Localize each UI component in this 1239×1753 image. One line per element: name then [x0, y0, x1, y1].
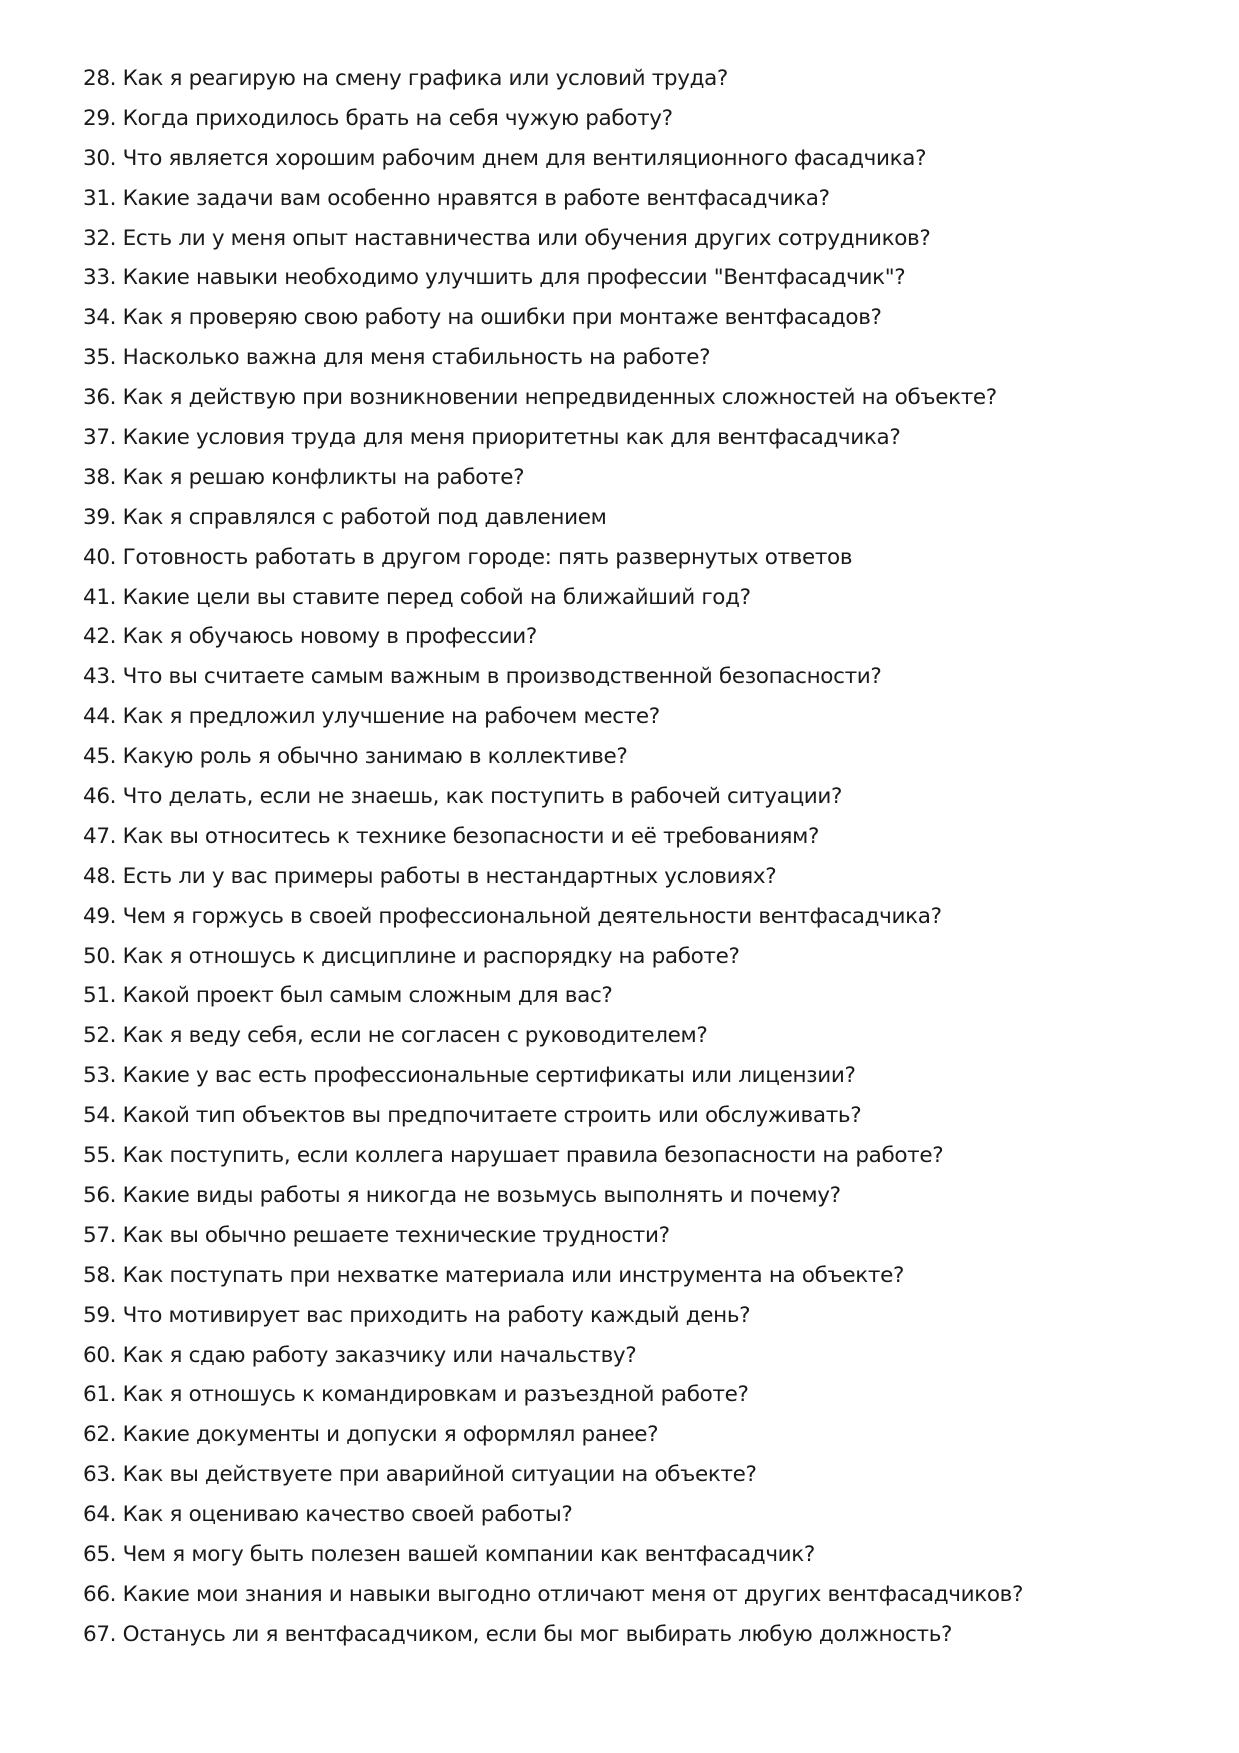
question-text: Останусь ли я вентфасадчиком, если бы мог выбирать любую должность? — [122, 1621, 953, 1647]
question-item — [83, 1096, 1023, 1136]
question-number: 58 . — [83, 1263, 123, 1288]
question-text: Как я справлялся с работой под давлением — [122, 504, 607, 530]
question-number: 67 . — [83, 1622, 123, 1647]
question-number: 49 . — [83, 904, 123, 929]
question-number: 51 . — [83, 983, 123, 1008]
question-number: 37 . — [83, 425, 123, 450]
question-number: 47 . — [83, 824, 123, 849]
question-item — [83, 1016, 1023, 1056]
question-number: 41 . — [83, 585, 123, 610]
question-item — [83, 418, 1023, 458]
question-item — [83, 179, 1023, 219]
question-number: 53 . — [83, 1063, 123, 1088]
question-text: Какие виды работы я никогда не возьмусь выполнять и почему? — [122, 1182, 841, 1208]
question-text: Какие документы и допуски я оформлял ранее? — [122, 1422, 659, 1448]
question-text: Какие цели вы ставите перед собой на ближайший год? — [122, 584, 751, 610]
question-item — [83, 1336, 1023, 1376]
question-text: Как я реагирую на смену графика или условий труда? — [122, 66, 728, 91]
question-item — [83, 338, 1023, 378]
question-number: 40 . — [83, 545, 123, 570]
question-item — [83, 777, 1023, 817]
question-number: 46 . — [83, 784, 123, 809]
question-number: 65 . — [83, 1542, 123, 1567]
question-item — [83, 657, 1023, 697]
question-item — [83, 1415, 1023, 1455]
question-text: Как я оцениваю качество своей работы? — [122, 1502, 573, 1528]
question-item — [83, 976, 1023, 1016]
question-number: 39 . — [83, 505, 123, 530]
question-text: Какой тип объектов вы предпочитаете строить или обслуживать? — [122, 1103, 862, 1129]
question-text: Есть ли у вас примеры работы в нестандартных условиях? — [122, 863, 777, 889]
question-number: 66 . — [83, 1582, 123, 1607]
question-text: Что является хорошим рабочим днем для вентиляционного фасадчика? — [122, 145, 927, 171]
question-text: Как я обучаюсь новому в профессии? — [122, 624, 537, 650]
question-item — [83, 538, 1023, 578]
question-item — [83, 1296, 1023, 1336]
question-number: 38 . — [83, 465, 123, 490]
question-item — [83, 857, 1023, 897]
question-number: 30 . — [83, 146, 123, 171]
question-text: Как я веду себя, если не согласен с руководителем? — [122, 1023, 708, 1049]
question-item — [83, 498, 1023, 538]
question-text: Чем я горжусь в своей профессиональной деятельности вентфасадчика? — [122, 903, 942, 929]
question-item — [83, 59, 1023, 99]
question-item — [83, 378, 1023, 418]
question-number: 44 . — [83, 704, 123, 729]
question-number: 61 . — [83, 1382, 123, 1407]
question-text: Какие у вас есть профессиональные сертификаты или лицензии? — [122, 1063, 856, 1089]
question-number: 52 . — [83, 1023, 123, 1048]
question-number: 63 . — [83, 1462, 123, 1487]
question-item — [83, 617, 1023, 657]
question-list — [83, 59, 1023, 1655]
question-number: 35 . — [83, 345, 123, 370]
question-text: Какие навыки необходимо улучшить для профессии "Вентфасадчик"? — [122, 265, 906, 291]
question-text: Как вы относитесь к технике безопасности и её требованиям? — [122, 823, 820, 849]
question-item — [83, 897, 1023, 937]
question-text: Как вы обычно решаете технические трудности? — [122, 1222, 670, 1248]
question-item — [83, 1256, 1023, 1296]
question-item — [83, 1455, 1023, 1495]
question-number: 45 . — [83, 744, 123, 769]
question-text: Что мотивирует вас приходить на работу каждый день? — [122, 1302, 751, 1328]
question-number: 34 . — [83, 305, 123, 330]
question-item — [83, 937, 1023, 977]
question-number: 56 . — [83, 1183, 123, 1208]
question-item — [83, 697, 1023, 737]
question-item — [83, 1615, 1023, 1655]
question-number: 43 . — [83, 664, 123, 689]
question-text: Готовность работать в другом городе: пять развернутых ответов — [122, 544, 853, 570]
question-text: Что делать, если не знаешь, как поступить в рабочей ситуации? — [122, 784, 843, 810]
question-text: Когда приходилось брать на себя чужую работу? — [122, 105, 673, 131]
question-text: Насколько важна для меня стабильность на работе? — [122, 345, 711, 371]
question-item — [83, 139, 1023, 179]
question-item — [83, 1216, 1023, 1256]
question-text: Как я проверяю свою работу на ошибки при монтаже вентфасадов? — [122, 305, 882, 331]
question-number: 64 . — [83, 1502, 123, 1527]
question-text: Какой проект был самым сложным для вас? — [122, 983, 613, 1009]
question-item — [83, 737, 1023, 777]
question-item — [83, 458, 1023, 498]
question-text: Какую роль я обычно занимаю в коллективе? — [122, 744, 628, 770]
question-item — [83, 1495, 1023, 1535]
question-item — [83, 1056, 1023, 1096]
question-item — [83, 99, 1023, 139]
question-number: 48 . — [83, 864, 123, 889]
question-number: 31 . — [83, 186, 123, 211]
question-number: 54 . — [83, 1103, 123, 1128]
question-item — [83, 219, 1023, 259]
question-item — [83, 298, 1023, 338]
question-text: Какие условия труда для меня приоритетны как для вентфасадчика? — [122, 425, 901, 451]
question-item — [83, 1535, 1023, 1575]
question-text: Как поступать при нехватке материала или инструмента на объекте? — [122, 1262, 905, 1288]
question-item — [83, 1375, 1023, 1415]
question-text: Как я отношусь к командировкам и разъездной работе? — [122, 1382, 749, 1408]
question-text: Есть ли у меня опыт наставничества или обучения других сотрудников? — [122, 225, 931, 251]
question-text: Как я сдаю работу заказчику или начальству? — [122, 1342, 637, 1368]
question-text: Что вы считаете самым важным в производственной безопасности? — [122, 664, 882, 690]
question-text: Как я действую при возникновении непредвиденных сложностей на объекте? — [122, 385, 997, 411]
question-number: 28 . — [83, 66, 123, 91]
question-item — [83, 258, 1023, 298]
question-text: Как я предложил улучшение на рабочем месте? — [122, 704, 660, 730]
question-item — [83, 817, 1023, 857]
question-number: 55 . — [83, 1143, 123, 1168]
question-text: Как вы действуете при аварийной ситуации на объекте? — [122, 1462, 757, 1488]
question-item — [83, 1176, 1023, 1216]
question-text: Как я решаю конфликты на работе? — [122, 464, 525, 490]
question-item — [83, 1136, 1023, 1176]
question-number: 57 . — [83, 1223, 123, 1248]
question-number: 29 . — [83, 106, 123, 131]
question-number: 59 . — [83, 1303, 123, 1328]
question-number: 50 . — [83, 944, 123, 969]
question-number: 36 . — [83, 385, 123, 410]
question-text: Какие задачи вам особенно нравятся в работе вентфасадчика? — [122, 185, 830, 211]
question-number: 33 . — [83, 265, 123, 290]
question-number: 60 . — [83, 1343, 123, 1368]
question-text: Как я отношусь к дисциплине и распорядку на работе? — [122, 943, 740, 969]
question-number: 32 . — [83, 226, 123, 251]
question-item — [83, 1575, 1023, 1615]
question-number: 62 . — [83, 1422, 123, 1447]
question-number: 42 . — [83, 624, 123, 649]
question-text: Какие мои знания и навыки выгодно отличают меня от других вентфасадчиков? — [122, 1581, 1024, 1607]
question-text: Чем я могу быть полезен вашей компании как вентфасадчик? — [122, 1541, 815, 1567]
question-item — [83, 578, 1023, 618]
question-text: Как поступить, если коллега нарушает правила безопасности на работе? — [122, 1143, 944, 1169]
